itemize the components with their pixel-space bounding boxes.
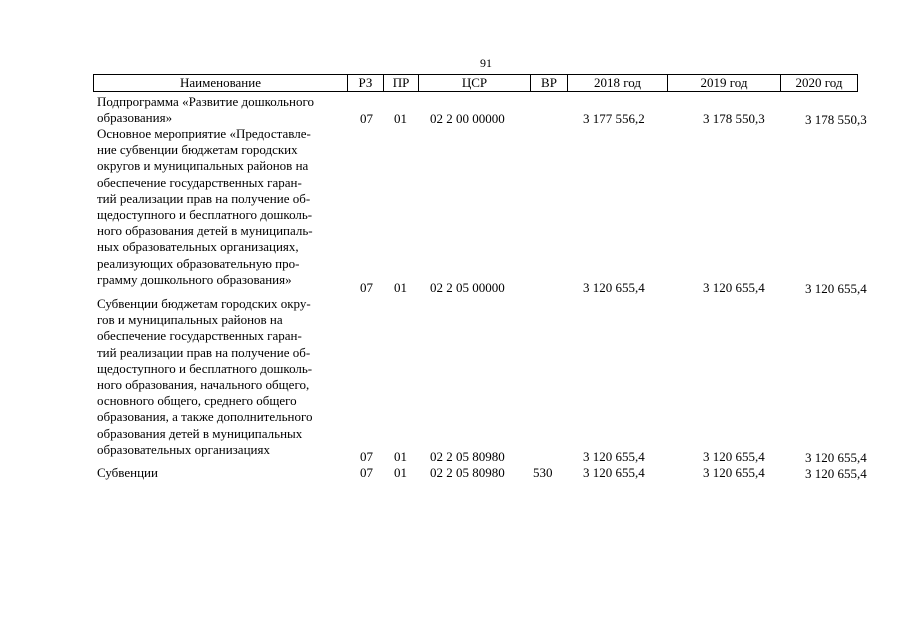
- name-line: образования»: [97, 110, 173, 126]
- name-line: тий реализации прав на получение об-: [97, 344, 311, 360]
- name-line: образования, а также дополнительного: [97, 409, 313, 425]
- cell-pr: 01: [394, 465, 407, 480]
- name-line: щедоступного и бесплатного дошколь-: [97, 360, 313, 376]
- cell-2019: 3 120 655,4: [703, 465, 765, 480]
- name-line: Основное мероприятие «Предоставле-: [97, 126, 311, 141]
- name-line: основного общего, среднего общего: [97, 393, 297, 409]
- name-line: гов и муниципальных районов на: [97, 312, 283, 328]
- name-line: образовательных организациях: [97, 441, 270, 457]
- name-line: обеспечение государственных гаран-: [97, 174, 302, 190]
- header-name: Наименование: [180, 75, 261, 90]
- name-line: округов и муниципальных районов на: [97, 158, 309, 174]
- name-line: Подпрограмма «Развитие дошкольного: [97, 94, 314, 109]
- table-row-name: [97, 126, 342, 288]
- page-number: 91: [480, 56, 492, 70]
- cell-csr: 02 2 05 80980: [430, 465, 505, 480]
- name-line: реализующих образовательную про-: [97, 255, 300, 271]
- cell-2019: 3 120 655,4: [703, 280, 765, 295]
- header-pr: ПР: [383, 75, 418, 91]
- table-row-name: [97, 296, 342, 458]
- name-line: ного образования, начального общего,: [97, 377, 310, 393]
- name-line: грамму дошкольного образования»: [97, 271, 292, 287]
- name-line: обеспечение государственных гаран-: [97, 328, 302, 344]
- header-csr: ЦСР: [418, 75, 530, 91]
- name-line: Субвенции бюджетам городских окру-: [97, 296, 311, 311]
- cell-rz: 07: [360, 111, 373, 126]
- cell-pr: 01: [394, 111, 407, 126]
- header-2020: 2020 год: [780, 75, 857, 91]
- name-line: тий реализации прав на получение об-: [97, 190, 311, 206]
- name-line: образования детей в муниципальных: [97, 425, 303, 441]
- header-rz: РЗ: [347, 75, 383, 91]
- cell-csr: 02 2 05 80980: [430, 449, 505, 464]
- header-vr: ВР: [530, 75, 567, 91]
- name-line: ного образования детей в муниципаль-: [97, 223, 313, 239]
- cell-2020: 3 120 655,4: [805, 281, 867, 296]
- cell-2020: 3 178 550,3: [805, 112, 867, 127]
- cell-2018: 3 120 655,4: [583, 449, 645, 464]
- cell-csr: 02 2 05 00000: [430, 280, 505, 295]
- cell-rz: 07: [360, 280, 373, 295]
- cell-pr: 01: [394, 449, 407, 464]
- table-row-name: [97, 465, 342, 481]
- cell-rz: 07: [360, 465, 373, 480]
- cell-2019: 3 120 655,4: [703, 449, 765, 464]
- cell-vr: 530: [533, 465, 553, 480]
- cell-rz: 07: [360, 449, 373, 464]
- header-2019: 2019 год: [667, 75, 780, 91]
- name-line: ных образовательных организациях,: [97, 239, 299, 255]
- cell-2018: 3 120 655,4: [583, 280, 645, 295]
- cell-2018: 3 120 655,4: [583, 465, 645, 480]
- name-line: ние субвенции бюджетам городских: [97, 142, 298, 158]
- cell-csr: 02 2 00 00000: [430, 111, 505, 126]
- cell-2019: 3 178 550,3: [703, 111, 765, 126]
- cell-2020: 3 120 655,4: [805, 450, 867, 465]
- cell-pr: 01: [394, 280, 407, 295]
- name-line: щедоступного и бесплатного дошколь-: [97, 207, 313, 223]
- cell-2020: 3 120 655,4: [805, 466, 867, 481]
- cell-2018: 3 177 556,2: [583, 111, 645, 126]
- name-line: Субвенции: [97, 465, 158, 480]
- table-row-name: [97, 94, 342, 126]
- header-2018: 2018 год: [567, 75, 667, 91]
